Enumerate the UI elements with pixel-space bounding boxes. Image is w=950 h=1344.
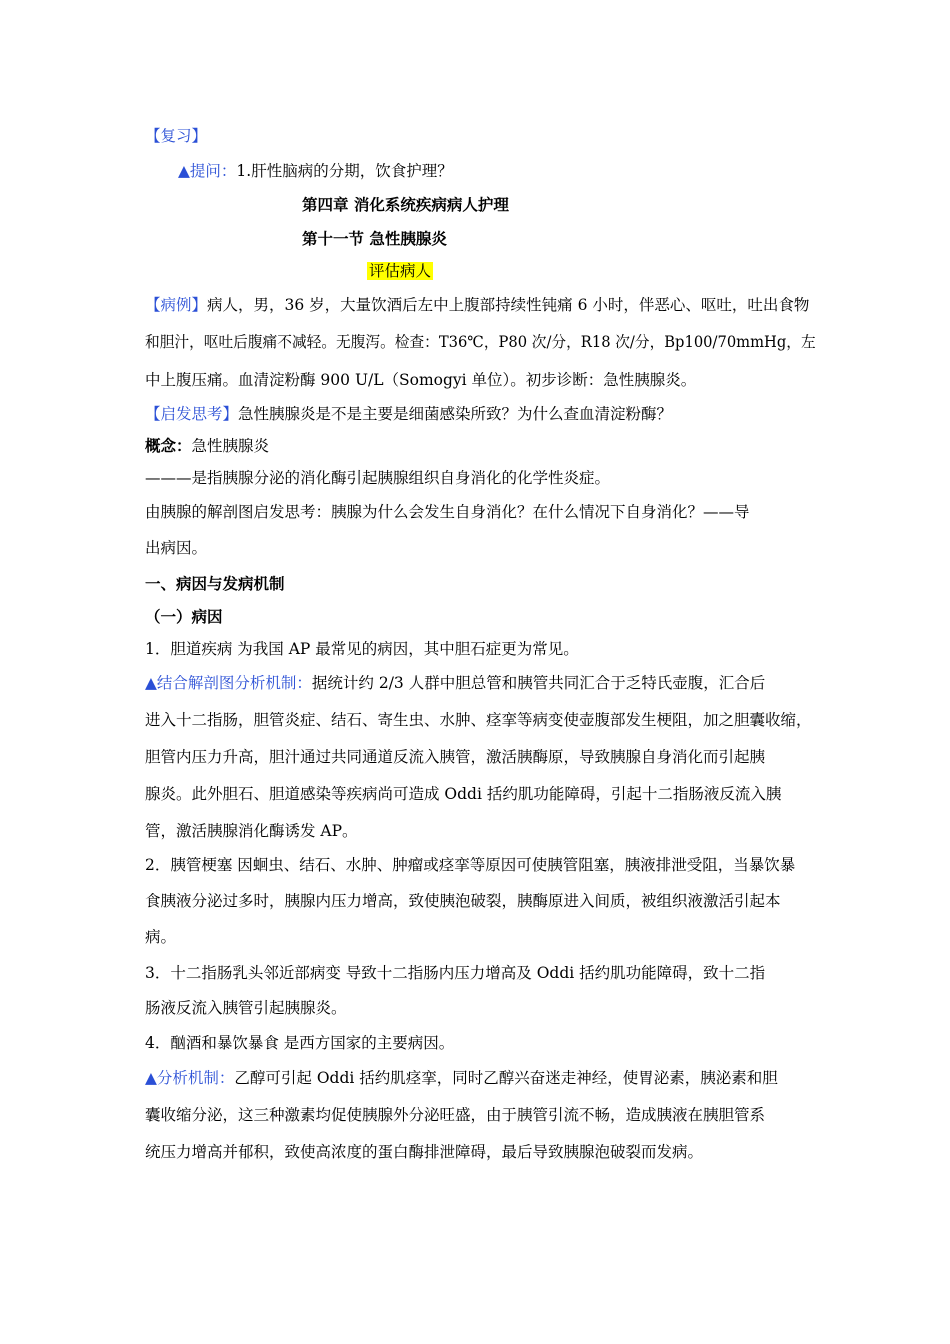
concept-text: 急性胰腺炎 bbox=[191, 437, 270, 455]
question-marker: ▲提问： bbox=[178, 162, 237, 180]
heading-etiology: 一、病因与发病机制 bbox=[145, 575, 285, 593]
anatomy-line-2: 出病因。 bbox=[145, 539, 208, 557]
item-2-line-3: 病。 bbox=[145, 928, 177, 946]
mech2-line-1 bbox=[145, 1067, 778, 1089]
case-line-2: 和胆汁，呕吐后腹痛不减轻。无腹泻。检查：T36℃，P80 次/分，R18 次/分，Bp100/70mmHg，左 bbox=[145, 333, 816, 351]
heading-cause: （一）病因 bbox=[145, 608, 223, 626]
item-3-line-2: 肠液反流入胰管引起胰腺炎。 bbox=[145, 999, 347, 1017]
case-text-1: 病人，男，36 岁，大量饮酒后左中上腹部持续性钝痛 6 小时，伴恶心、呕吐，吐出食物 bbox=[207, 296, 810, 314]
concept-line bbox=[145, 435, 269, 457]
assess-title bbox=[367, 260, 433, 282]
anatomy-line-1: 由胰腺的解剖图启发思考：胰腺为什么会发生自身消化？在什么情况下自身消化？——导 bbox=[145, 503, 750, 521]
definition-line: ———是指胰腺分泌的消化酶引起胰腺组织自身消化的化学性炎症。 bbox=[145, 469, 611, 487]
mech2-line-3: 统压力增高并郁积，致使高浓度的蛋白酶排泄障碍，最后导致胰腺泡破裂而发病。 bbox=[145, 1143, 704, 1161]
mech2-line-2: 囊收缩分泌，这三种激素均促使胰腺外分泌旺盛，由于胰管引流不畅，造成胰液在胰胆管系 bbox=[145, 1106, 766, 1124]
mech1-line-4: 腺炎。此外胆石、胆道感染等疾病尚可造成 Oddi 括约肌功能障碍，引起十二指肠液反流入胰 bbox=[145, 785, 782, 803]
case-label: 【病例】 bbox=[145, 296, 208, 314]
think-line bbox=[145, 403, 672, 425]
question-line bbox=[178, 160, 453, 182]
item-1: 1．胆道疾病 为我国 AP 最常见的病因，其中胆石症更为常见。 bbox=[145, 640, 579, 658]
section-title: 第十一节 急性胰腺炎 bbox=[302, 230, 447, 248]
case-line-3: 中上腹压痛。血清淀粉酶 900 U/L（Somogyi 单位）。初步诊断：急性胰腺炎。 bbox=[145, 371, 697, 389]
think-text: 急性胰腺炎是不是主要是细菌感染所致？为什么查血清淀粉酶？ bbox=[238, 405, 673, 423]
mech1-label: ▲结合解剖图分析机制： bbox=[145, 674, 312, 692]
case-line-1 bbox=[145, 294, 809, 316]
think-label: 【启发思考】 bbox=[145, 405, 239, 423]
item-3-line-1: 3．十二指肠乳头邻近部病变 导致十二指肠内压力增高及 Oddi 括约肌功能障碍，致十二指 bbox=[145, 964, 766, 982]
mech1-line-3: 胆管内压力升高，胆汁通过共同通道反流入胰管，激活胰酶原，导致胰腺自身消化而引起胰 bbox=[145, 748, 766, 766]
review-label: 【复习】 bbox=[145, 127, 208, 145]
mech2-text-1: 乙醇可引起 Oddi 括约肌痉挛，同时乙醇兴奋迷走神经，使胃泌素，胰泌素和胆 bbox=[234, 1069, 778, 1087]
mech1-line-1 bbox=[145, 672, 765, 694]
mech2-label: ▲分析机制： bbox=[145, 1069, 235, 1087]
item-4: 4．酗酒和暴饮暴食 是西方国家的主要病因。 bbox=[145, 1034, 455, 1052]
item-2-line-2: 食胰液分泌过多时，胰腺内压力增高，致使胰泡破裂，胰酶原进入间质，被组织液激活引起本 bbox=[145, 892, 781, 910]
question-text: 1.肝性脑病的分期，饮食护理？ bbox=[236, 162, 453, 180]
mech1-line-5: 管，激活胰腺消化酶诱发 AP。 bbox=[145, 822, 358, 840]
chapter-title: 第四章 消化系统疾病病人护理 bbox=[302, 196, 509, 214]
assess-title-highlight: 评估病人 bbox=[369, 262, 432, 280]
mech1-text-1: 据统计约 2/3 人群中胆总管和胰管共同汇合于乏特氏壶腹，汇合后 bbox=[311, 674, 766, 692]
item-2-line-1: 2．胰管梗塞 因蛔虫、结石、水肿、肿瘤或痉挛等原因可使胰管阻塞，胰液排泄受阻，当暴饮暴 bbox=[145, 856, 796, 874]
mech1-line-2: 进入十二指肠，胆管炎症、结石、寄生虫、水肿、痉挛等病变使壶腹部发生梗阻，加之胆囊收缩， bbox=[145, 711, 812, 729]
concept-label: 概念： bbox=[145, 437, 192, 455]
